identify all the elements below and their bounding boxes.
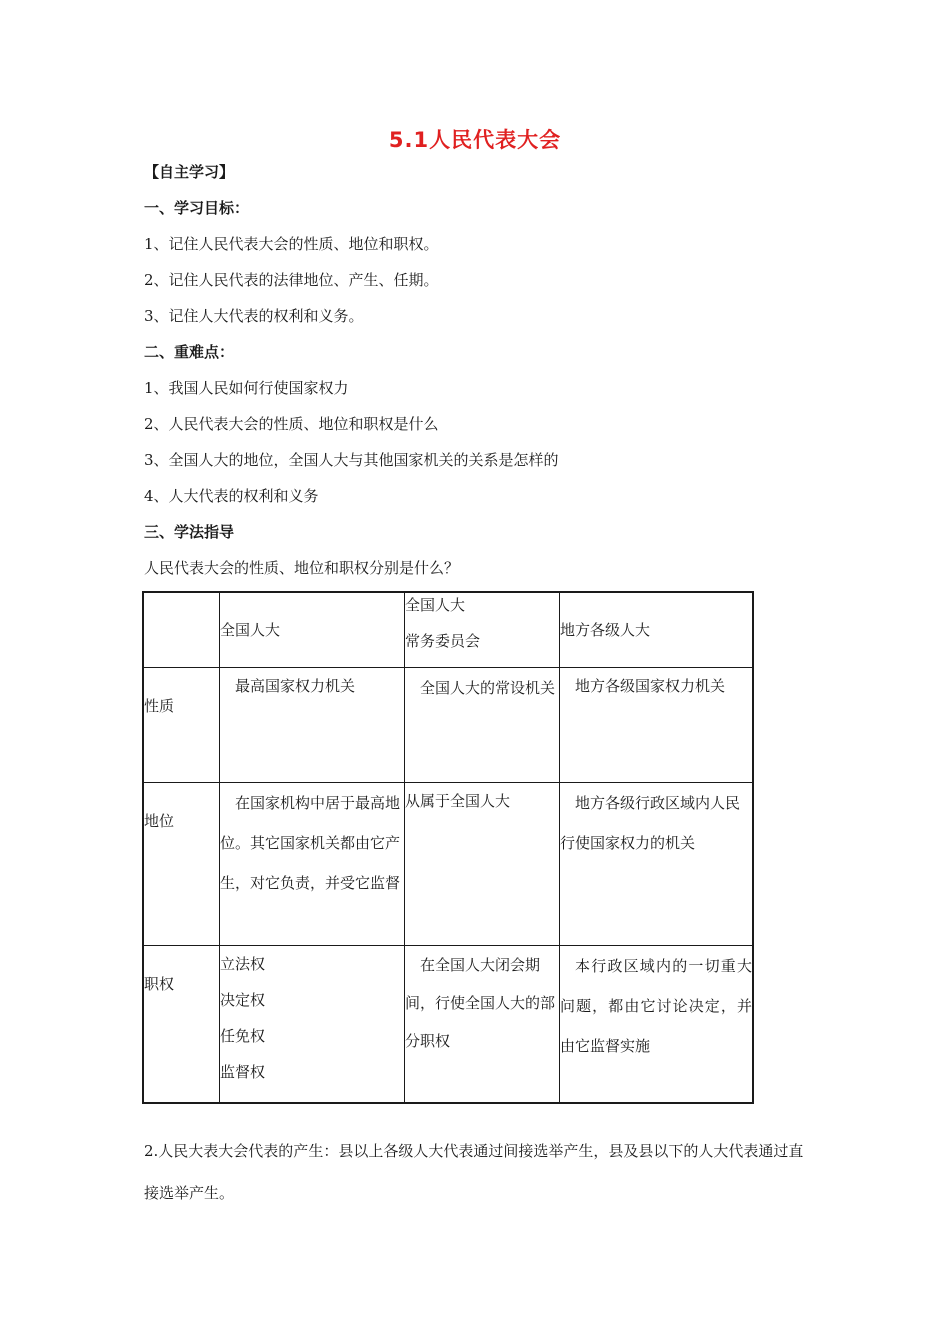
section-self-study: 【自主学习】 [144, 163, 235, 181]
goal-item-3: 3、记住人大代表的权利和义务。 [144, 307, 364, 325]
header-npc-label: 全国人大 [220, 621, 281, 639]
table-cell [405, 668, 560, 783]
cell-text: 地方各级国家权力机关 [575, 677, 726, 695]
election-paragraph: 2.人民大表大会代表的产生：县以上各级人大代表通过间接选举产生，县及县以下的人大代表通过直接选举产生。 [144, 1142, 804, 1202]
key-point-2: 2、人民代表大会的性质、地位和职权是什么 [144, 415, 439, 433]
header-cell-standing-committee [405, 592, 560, 668]
table-cell [405, 783, 560, 946]
cell-text: 在全国人大闭会期间，行使全国人大的部分职权 [405, 956, 556, 1050]
row-label-cell [143, 946, 220, 1104]
header-cell-local [560, 592, 754, 668]
key-point-3: 3、全国人大的地位，全国人大与其他国家机关的关系是怎样的 [144, 451, 559, 469]
table-cell [405, 946, 560, 1104]
row-label: 地位 [144, 812, 175, 830]
key-point-4: 4、人大代表的权利和义务 [144, 487, 319, 505]
table-row [143, 668, 753, 783]
header-cell-npc [220, 592, 405, 668]
table-cell [560, 946, 754, 1104]
table-cell [220, 946, 405, 1104]
cell-text: 立法权 决定权 任免权 监督权 [220, 955, 266, 1081]
table-header-row [143, 592, 753, 668]
key-point-1: 1、我国人民如何行使国家权力 [144, 379, 349, 397]
cell-text: 全国人大的常设机关 [420, 679, 556, 697]
table-cell [220, 668, 405, 783]
table-row [143, 946, 753, 1104]
page-title: 5.1人民代表大会 [388, 128, 562, 152]
row-label-cell [143, 783, 220, 946]
table-question: 人民代表大会的性质、地位和职权分别是什么？ [144, 559, 460, 577]
table-cell [560, 783, 754, 946]
goal-item-2: 2、记住人民代表的法律地位、产生、任期。 [144, 271, 439, 289]
goal-item-1: 1、记住人民代表大会的性质、地位和职权。 [144, 235, 439, 253]
header-standing-committee-label: 全国人大 常务委员会 [405, 596, 481, 650]
key-points-heading: 二、重难点： [144, 343, 235, 361]
table-row [143, 783, 753, 946]
table-cell [220, 783, 405, 946]
cell-text: 本行政区域内的一切重大问题，都由它讨论决定，并由它监督实施 [560, 957, 752, 1055]
table-cell [560, 668, 754, 783]
row-label: 职权 [144, 975, 175, 993]
row-label-cell [143, 668, 220, 783]
header-local-label: 地方各级人大 [560, 621, 651, 639]
method-heading: 三、学法指导 [144, 523, 235, 541]
cell-text: 从属于全国人大 [405, 792, 511, 810]
cell-text: 在国家机构中居于最高地位。其它国家机关都由它产生，对它负责，并受它监督 [220, 794, 401, 892]
comparison-table [142, 591, 754, 1104]
goals-heading: 一、学习目标： [144, 199, 250, 217]
cell-text: 最高国家权力机关 [235, 677, 356, 695]
cell-text: 地方各级行政区域内人民行使国家权力的机关 [560, 794, 741, 852]
row-label: 性质 [144, 697, 175, 715]
header-cell-empty [143, 592, 220, 668]
